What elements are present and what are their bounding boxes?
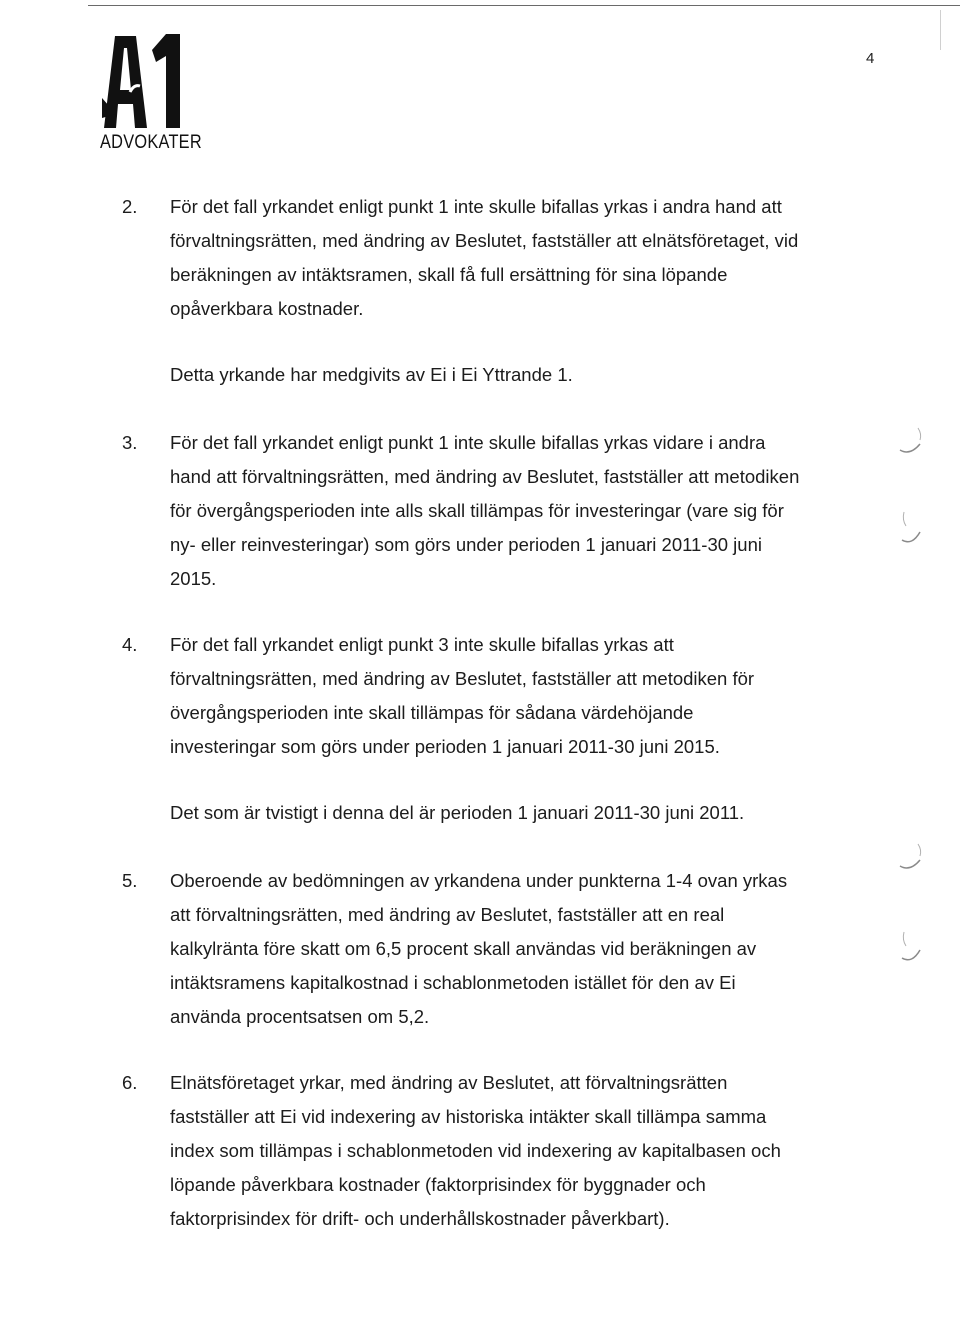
item-note: Detta yrkande har medgivits av Ei i Ei Yttrande 1. [170,364,573,385]
top-rule [88,5,960,6]
item-text: För det fall yrkandet enligt punkt 1 inte skulle bifallas yrkas i andra hand att förvaltningsrätten, med ändring av Beslutet, fastställer att elnätsföretaget, vid beräkningen av intäktsramen, skall få full ersättning för sina löpande opåverkbara kostnader. [170,196,799,319]
item-text: För det fall yrkandet enligt punkt 3 inte skulle bifallas yrkas att förvaltningsrätten, med ändring av Beslutet, fastställer att metodiken för övergångsperioden inte skall tillämpas för sådana värdehöjande investeringar som görs under perioden 1 januari 2011-30 juni 2015. [170,634,755,757]
item-number: 4. [122,634,138,655]
scan-mark-icon [896,928,926,968]
item-text: Elnätsföretaget yrkar, med ändring av Beslutet, att förvaltningsrätten fastställer att Ei vid indexering av historiska intäkter skall tillämpa samma index som tillämpas i schablonmetoden vid indexering av kapitalbasen och löpande påverkbara kostnader (faktorprisindex för byggnader och faktorprisindex för drift- och underhållskostnader påverkbart). [170,1072,781,1229]
page-number: 4 [866,50,875,67]
list-item-2 [122,190,842,392]
logo-a1-mark [100,32,196,130]
scan-edge-mark [940,10,941,50]
item-number: 2. [122,196,138,217]
list-item-5 [122,864,842,1034]
scan-mark-icon [896,838,926,878]
list-item-6 [122,1066,842,1236]
item-note: Det som är tvistigt i denna del är perioden 1 januari 2011-30 juni 2011. [170,802,745,823]
item-text: Oberoende av bedömningen av yrkandena under punkterna 1-4 ovan yrkas att förvaltningsrätten, med ändring av Beslutet, fastställer att en real kalkylränta före skatt om 6,5 procent skall användas vid beräkningen av intäktsramens kapitalkostnad i schablonmetoden istället för den av Ei använda procentsatsen om 5,2. [170,870,788,1027]
list-item-3 [122,426,842,596]
list-item-4 [122,628,842,830]
item-number: 5. [122,870,138,891]
item-number: 3. [122,432,138,453]
scan-mark-icon [896,510,926,550]
item-text: För det fall yrkandet enligt punkt 1 inte skulle bifallas yrkas vidare i andra hand att förvaltningsrätten, med ändring av Beslutet, fastställer att metodiken för övergångsperioden inte alls skall tillämpas för investeringar (vare sig för ny- eller reinvesteringar) som görs under perioden 1 januari 2011-30 juni 2015. [170,432,800,589]
firm-logo [100,32,210,154]
item-number: 6. [122,1072,138,1093]
logo-text: ADVOKATER [100,132,202,153]
scan-mark-icon [896,420,926,460]
